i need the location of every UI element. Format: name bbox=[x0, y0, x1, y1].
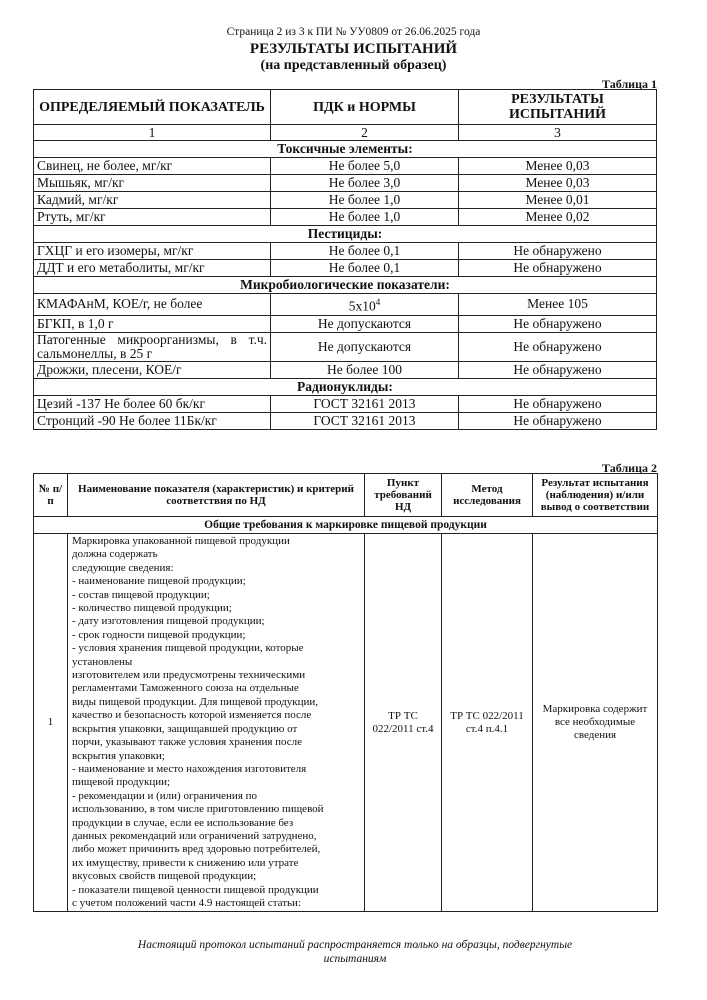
table-row bbox=[34, 332, 657, 361]
description-line: установлены bbox=[72, 655, 133, 668]
description-line: виды пищевой продукции. Для пищевой продукции, bbox=[72, 695, 318, 708]
labeling-requirements-text bbox=[68, 534, 365, 912]
norm-exponent: 4 bbox=[375, 297, 381, 307]
table1-header-row bbox=[34, 90, 657, 125]
table-row bbox=[34, 294, 657, 316]
method-cell: ТР ТС 022/2011 ст.4 п.4.1 bbox=[442, 534, 533, 912]
indicator-cell: БГКП, в 1,0 г bbox=[34, 315, 271, 332]
description-line: продукции в случае, если ее использование без bbox=[72, 816, 294, 829]
clause-cell: ТР ТС 022/2011 ст.4 bbox=[365, 534, 442, 912]
norm-cell: Не более 0,1 bbox=[271, 243, 459, 260]
footer-note: Настоящий протокол испытаний распространяется только на образцы, подвергнутые испытаниям bbox=[137, 939, 573, 965]
description-line: - дату изготовления пищевой продукции; bbox=[72, 615, 265, 628]
norm-cell: Не более 1,0 bbox=[271, 192, 459, 209]
description-line: данных рекомендаций или ограничений затруднено, bbox=[72, 829, 317, 842]
description-line: их имуществу, привести к снижению или утрате bbox=[72, 856, 299, 869]
description-line: вскрытия упаковки, защищавшей продукцию от bbox=[72, 722, 298, 735]
result-cell: Менее 105 bbox=[459, 294, 657, 316]
table2-header-clause: Пункт требований НД bbox=[365, 474, 442, 517]
description-line: - количество пищевой продукции; bbox=[72, 602, 232, 615]
column-number: 2 bbox=[271, 125, 459, 141]
description-line: порчи, указывают также условия хранения после bbox=[72, 736, 303, 749]
table-row bbox=[34, 260, 657, 277]
description-line: - наименование и место нахождения изготовителя bbox=[72, 762, 307, 775]
table1-header-norms: ПДК и НОРМЫ bbox=[271, 90, 459, 125]
table1-label: Таблица 1 bbox=[602, 77, 657, 91]
table-row bbox=[34, 361, 657, 378]
indicator-cell: Ртуть, мг/кг bbox=[34, 209, 271, 226]
description-line: изготовителем или предусмотрены техническими bbox=[72, 669, 306, 682]
description-line: - рекомендации и (или) ограничения по bbox=[72, 789, 258, 802]
table-row bbox=[34, 192, 657, 209]
norm-cell: Не допускаются bbox=[271, 332, 459, 361]
indicator-cell: Дрожжи, плесени, КОЕ/г bbox=[34, 361, 271, 378]
result-cell: Не обнаружено bbox=[459, 243, 657, 260]
norm-cell: Не более 0,1 bbox=[271, 260, 459, 277]
indicator-cell: Свинец, не более, мг/кг bbox=[34, 158, 271, 175]
table1-header-results: РЕЗУЛЬТАТЫ ИСПЫТАНИЙ bbox=[459, 90, 657, 125]
table2-header-number: № п/п bbox=[34, 474, 68, 517]
document-subtitle: (на представленный образец) bbox=[260, 58, 447, 73]
norm-value: 5х10 bbox=[348, 298, 376, 314]
table1-header-indicator: ОПРЕДЕЛЯЕМЫЙ ПОКАЗАТЕЛЬ bbox=[34, 90, 271, 125]
table-row bbox=[34, 412, 657, 429]
section-title-microbiology: Микробиологические показатели: bbox=[34, 277, 657, 294]
section-title-radionuclides: Радионуклиды: bbox=[34, 378, 657, 395]
norm-cell: ГОСТ 32161 2013 bbox=[271, 412, 459, 429]
indicator-cell: Мышьяк, мг/кг bbox=[34, 175, 271, 192]
norm-cell: Не более 3,0 bbox=[271, 175, 459, 192]
indicator-cell: ГХЦГ и его изомеры, мг/кг bbox=[34, 243, 271, 260]
page-number-line: Страница 2 из 3 к ПИ № УУ0809 от 26.06.2025 года bbox=[226, 26, 481, 38]
result-cell: Менее 0,02 bbox=[459, 209, 657, 226]
description-line: использованию, в том числе приготовлению пищевой bbox=[72, 803, 324, 816]
result-cell: Менее 0,03 bbox=[459, 175, 657, 192]
norm-cell: Не более 1,0 bbox=[271, 209, 459, 226]
column-number: 3 bbox=[459, 125, 657, 141]
indicator-cell: Цезий -137 Не более 60 бк/кг bbox=[34, 395, 271, 412]
norm-cell: Не допускаются bbox=[271, 315, 459, 332]
table-row bbox=[34, 395, 657, 412]
description-line: с учетом положений части 4.9 настоящей статьи: bbox=[72, 896, 301, 909]
table1-column-numbers-row bbox=[34, 125, 657, 141]
norm-cell: ГОСТ 32161 2013 bbox=[271, 395, 459, 412]
table-row bbox=[34, 315, 657, 332]
description-line: вскрытия упаковки; bbox=[72, 749, 165, 762]
table-row bbox=[34, 209, 657, 226]
indicator-cell: Кадмий, мг/кг bbox=[34, 192, 271, 209]
description-line: регламентами Таможенного союза на отдельные bbox=[72, 682, 299, 695]
document-title: РЕЗУЛЬТАТЫ ИСПЫТАНИЙ bbox=[249, 41, 458, 57]
description-line: - показатели пищевой ценности пищевой продукции bbox=[72, 883, 319, 896]
table-row bbox=[34, 534, 658, 912]
table2-header-indicator: Наименование показателя (характеристик) и критерий соответствия по НД bbox=[68, 474, 365, 517]
result-cell: Не обнаружено bbox=[459, 332, 657, 361]
section-title-toxic: Токсичные элементы: bbox=[34, 141, 657, 158]
indicator-cell: КМАФАнМ, КОЕ/г, не более bbox=[34, 294, 271, 316]
description-line: - состав пищевой продукции; bbox=[72, 588, 210, 601]
description-line: - наименование пищевой продукции; bbox=[72, 575, 246, 588]
description-line: либо может причинить вред здоровью потребителей, bbox=[72, 843, 321, 856]
norm-cell: Не более 5,0 bbox=[271, 158, 459, 175]
table2-label: Таблица 2 bbox=[602, 461, 657, 475]
table-row bbox=[34, 175, 657, 192]
row-number: 1 bbox=[34, 534, 68, 912]
description-line: пищевой продукции; bbox=[72, 776, 171, 789]
table-row bbox=[34, 158, 657, 175]
norm-cell: Не более 100 bbox=[271, 361, 459, 378]
result-cell: Маркировка содержит все необходимые сведения bbox=[533, 534, 658, 912]
description-line: следующие сведения: bbox=[72, 561, 174, 574]
result-cell: Не обнаружено bbox=[459, 412, 657, 429]
description-line: вкусовых свойств пищевой продукции; bbox=[72, 870, 257, 883]
table2-header-result: Результат испытания (наблюдения) и/или вывод о соответствии bbox=[533, 474, 658, 517]
result-cell: Не обнаружено bbox=[459, 361, 657, 378]
indicator-cell: ДДТ и его метаболиты, мг/кг bbox=[34, 260, 271, 277]
result-cell: Менее 0,03 bbox=[459, 158, 657, 175]
description-line: качество и безопасность которой изменяется после bbox=[72, 709, 312, 722]
description-line: Маркировка упакованной пищевой продукции bbox=[72, 535, 290, 547]
norm-cell bbox=[271, 294, 459, 316]
section-title-pesticides: Пестициды: bbox=[34, 226, 657, 243]
description-line: - срок годности пищевой продукции; bbox=[72, 628, 246, 641]
result-cell: Не обнаружено bbox=[459, 395, 657, 412]
indicator-cell: Патогенные микроорганизмы, в т.ч. сальмонеллы, в 25 г bbox=[34, 332, 271, 361]
result-cell: Не обнаружено bbox=[459, 260, 657, 277]
description-line: должна содержать bbox=[72, 548, 158, 561]
section-title-labeling: Общие требования к маркировке пищевой продукции bbox=[34, 517, 658, 534]
table2-header-row bbox=[34, 474, 658, 517]
table2-header-method: Метод исследования bbox=[442, 474, 533, 517]
results-table-1 bbox=[33, 89, 657, 430]
result-cell: Менее 0,01 bbox=[459, 192, 657, 209]
indicator-cell: Стронций -90 Не более 11Бк/кг bbox=[34, 412, 271, 429]
results-table-2 bbox=[33, 473, 658, 912]
column-number: 1 bbox=[34, 125, 271, 141]
description-line: - условия хранения пищевой продукции, которые bbox=[72, 642, 304, 655]
result-cell: Не обнаружено bbox=[459, 315, 657, 332]
table-row bbox=[34, 243, 657, 260]
